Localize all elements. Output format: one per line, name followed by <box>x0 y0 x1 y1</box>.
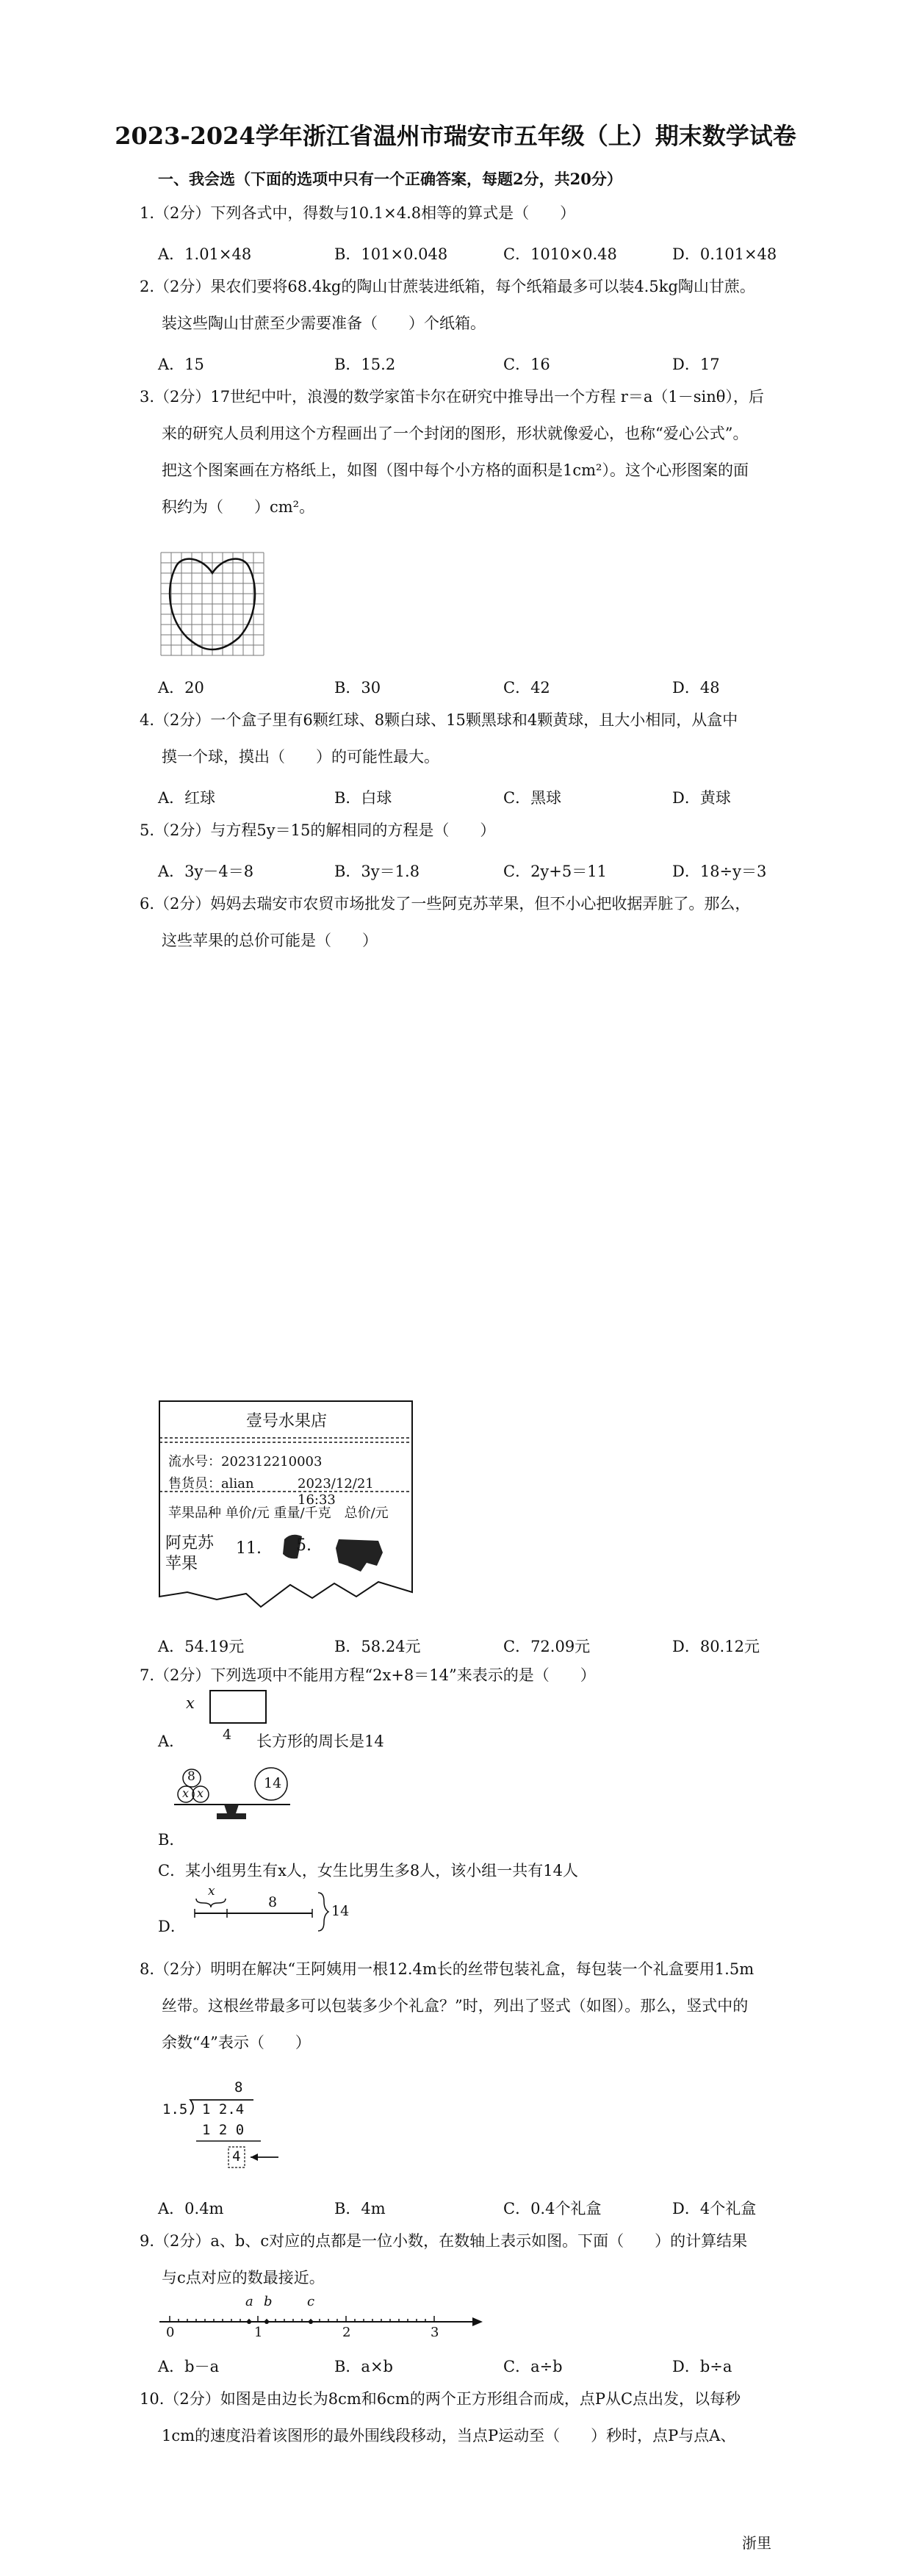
option-a: A．15 <box>158 356 204 373</box>
division-divisor: 1.5 <box>162 2101 188 2118</box>
weight-label: 14 <box>264 1775 282 1791</box>
option-text: 长方形的周长是14 <box>256 1733 384 1750</box>
segment-total-label: 14 <box>331 1903 350 1919</box>
option-b: B．15.2 <box>334 356 396 373</box>
option-b: B．a×b <box>334 2358 393 2375</box>
balance-scale-figure <box>158 1763 342 1849</box>
option-c: C．黑球 <box>503 789 562 807</box>
heart-grid-figure <box>159 551 266 658</box>
point-label-c: c <box>307 2294 315 2309</box>
option-a: A．3y－4＝8 <box>158 863 254 880</box>
question-stem-line: 1cm的速度沿着该图形的最外围线段移动，当点P运动至（ ）秒时，点P与点A、 <box>162 2427 736 2444</box>
receipt-weight: 5. <box>296 1536 312 1555</box>
question-stem-line: 装这些陶山甘蔗至少需要准备（ ）个纸箱。 <box>162 314 486 332</box>
section-heading: 一、我会选（下面的选项中只有一个正确答案，每题2分，共20分） <box>158 170 622 188</box>
option-c: C．16 <box>503 356 550 373</box>
option-d: D．4个礼盒 <box>672 2200 757 2217</box>
option-c: C．1010×0.48 <box>503 245 617 263</box>
division-remainder: 4 <box>232 2148 241 2165</box>
option-a: A．红球 <box>158 789 216 807</box>
question-stem-line: 与c点对应的数最接近。 <box>162 2269 325 2287</box>
receipt-header: 苹果品种 单价/元 重量/千克 总价/元 <box>168 1505 389 1521</box>
question-7 <box>140 1657 764 1694</box>
option-c: C．2y+5＝11 <box>503 863 607 880</box>
question-stem: 7.（2分）下列选项中不能用方程“2x+8＝14”来表示的是（ ） <box>140 1666 596 1684</box>
option-label: D． <box>158 1918 186 1935</box>
tick-label: 3 <box>431 2325 439 2340</box>
question-3 <box>140 378 764 525</box>
option-d: D．0.101×48 <box>672 245 777 263</box>
long-division-figure <box>158 2079 320 2182</box>
option-label: B． <box>158 1831 185 1849</box>
option-label: A． <box>158 1733 185 1750</box>
question-stem: 1.（2分）下列各式中，得数与10.1×4.8相等的算式是（ ） <box>140 204 576 222</box>
option-d: D．黄球 <box>672 789 731 807</box>
option-d: D．17 <box>672 356 720 373</box>
option-b: B．30 <box>334 679 381 697</box>
option-b: B．58.24元 <box>334 1638 421 1655</box>
question-stem: 5.（2分）与方程5y＝15的解相同的方程是（ ） <box>140 821 496 839</box>
weight-label: 8 <box>187 1769 195 1784</box>
receipt-seller: 售货员：alian <box>168 1476 254 1492</box>
number-line-figure <box>158 2294 489 2344</box>
page-footer: 浙里 <box>742 2534 771 2552</box>
segment-label: 8 <box>268 1894 278 1910</box>
question-1 <box>140 195 764 231</box>
option-d: D．80.12元 <box>672 1638 760 1655</box>
tick-label: 0 <box>166 2325 175 2340</box>
option-b: B．3y＝1.8 <box>334 863 420 880</box>
question-8 <box>140 1951 764 2061</box>
question-stem-line: 2.（2分）果农们要将68.4kg的陶山甘蔗装进纸箱，每个纸箱最多可以装4.5kg陶山甘蔗。 <box>140 278 755 295</box>
option-a-figure <box>158 1690 525 1749</box>
question-stem-line: 9.（2分）a、b、c对应的点都是一位小数，在数轴上表示如图。下面（ ）的计算结果 <box>140 2232 748 2250</box>
question-stem-line: 4.（2分）一个盒子里有6颗红球、8颗白球、15颗黑球和4颗黄球，且大小相同，从盒中 <box>140 711 738 729</box>
question-stem-line: 把这个图案画在方格纸上，如图（图中每个小方格的面积是1cm²）。这个心形图案的面 <box>162 461 749 479</box>
receipt-item: 阿克苏 <box>165 1534 215 1553</box>
option-c: C．0.4个礼盒 <box>503 2200 602 2217</box>
option-a: A．0.4m <box>158 2200 224 2217</box>
receipt-serial: 流水号：202312210003 <box>168 1454 323 1469</box>
option-a: A．1.01×48 <box>158 245 252 263</box>
point-label-a: a <box>245 2294 253 2309</box>
question-stem-line: 摸一个球，摸出（ ）的可能性最大。 <box>162 748 439 766</box>
rect-length-label: 4 <box>223 1727 232 1743</box>
division-dividend: 1 2.4 <box>202 2101 245 2118</box>
option-c: C．72.09元 <box>503 1638 591 1655</box>
question-stem-line: 来的研究人员利用这个方程画出了一个封闭的图形，形状就像爱心，也称“爱心公式”。 <box>162 425 749 442</box>
page-title: 2023-2024学年浙江省温州市瑞安市五年级（上）期末数学试卷 <box>115 122 796 150</box>
option-c: C．42 <box>503 679 550 697</box>
receipt-item-line2: 苹果 <box>165 1555 198 1573</box>
question-5 <box>140 812 764 849</box>
option-b: B．4m <box>334 2200 386 2217</box>
rectangle-shape <box>209 1690 267 1724</box>
receipt-figure <box>158 1400 415 1613</box>
option-d: D．48 <box>672 679 720 697</box>
option-b: B．101×0.048 <box>334 245 448 263</box>
receipt-datetime: 2023/12/21 16:33 <box>298 1476 387 1508</box>
question-4 <box>140 702 764 775</box>
option-a: A．b－a <box>158 2358 220 2375</box>
receipt-shop-name: 壹号水果店 <box>245 1412 327 1431</box>
question-2 <box>140 268 764 342</box>
question-10 <box>140 2381 764 2454</box>
rect-width-label: x <box>186 1694 195 1712</box>
question-stem-line: 余数“4”表示（ ） <box>162 2034 311 2051</box>
weight-label: x <box>197 1786 204 1800</box>
question-9 <box>140 2223 764 2296</box>
option-d: D．b÷a <box>672 2358 732 2375</box>
question-stem-line: 6.（2分）妈妈去瑞安市农贸市场批发了一些阿克苏苹果，但不小心把收据弄脏了。那么， <box>140 895 751 913</box>
option-b: B．白球 <box>334 789 392 807</box>
question-stem-line: 3.（2分）17世纪中叶，浪漫的数学家笛卡尔在研究中推导出一个方程 r＝a（1－sinθ），后 <box>140 388 764 406</box>
question-stem-line: 8.（2分）明明在解决“王阿姨用一根12.4m长的丝带包装礼盒，每包装一个礼盒要用1.5m <box>140 1960 755 1978</box>
number-line <box>158 2307 489 2336</box>
question-stem-line: 10.（2分）如图是由边长为8cm和6cm的两个正方形组合而成，点P从C点出发，以每秒 <box>140 2390 741 2408</box>
weight-label: x <box>182 1786 190 1800</box>
question-stem-line: 丝带。这根丝带最多可以包装多少个礼盒？”时，列出了竖式（如图）。那么，竖式中的 <box>162 1997 749 2015</box>
division-quotient: 8 <box>234 2079 243 2095</box>
option-d-figure <box>158 1884 378 1940</box>
division-product: 1 2 0 <box>202 2122 245 2138</box>
tick-label: 1 <box>254 2325 263 2340</box>
option-a: A．20 <box>158 679 204 697</box>
question-stem-line: 积约为（ ）cm²。 <box>162 498 315 516</box>
option-a: A．54.19元 <box>158 1638 245 1655</box>
question-stem-line: 这些苹果的总价可能是（ ） <box>162 932 378 949</box>
question-6 <box>140 885 764 959</box>
point-label-b: b <box>264 2294 273 2309</box>
option-c: C．某小组男生有x人，女生比男生多8人，该小组一共有14人 <box>158 1862 578 1879</box>
tick-label: 2 <box>342 2325 351 2340</box>
option-d: D．18÷y＝3 <box>672 863 767 880</box>
option-c: C．a÷b <box>503 2358 563 2375</box>
receipt-unit-price: 11. <box>236 1539 262 1558</box>
segment-label: x <box>208 1884 215 1899</box>
